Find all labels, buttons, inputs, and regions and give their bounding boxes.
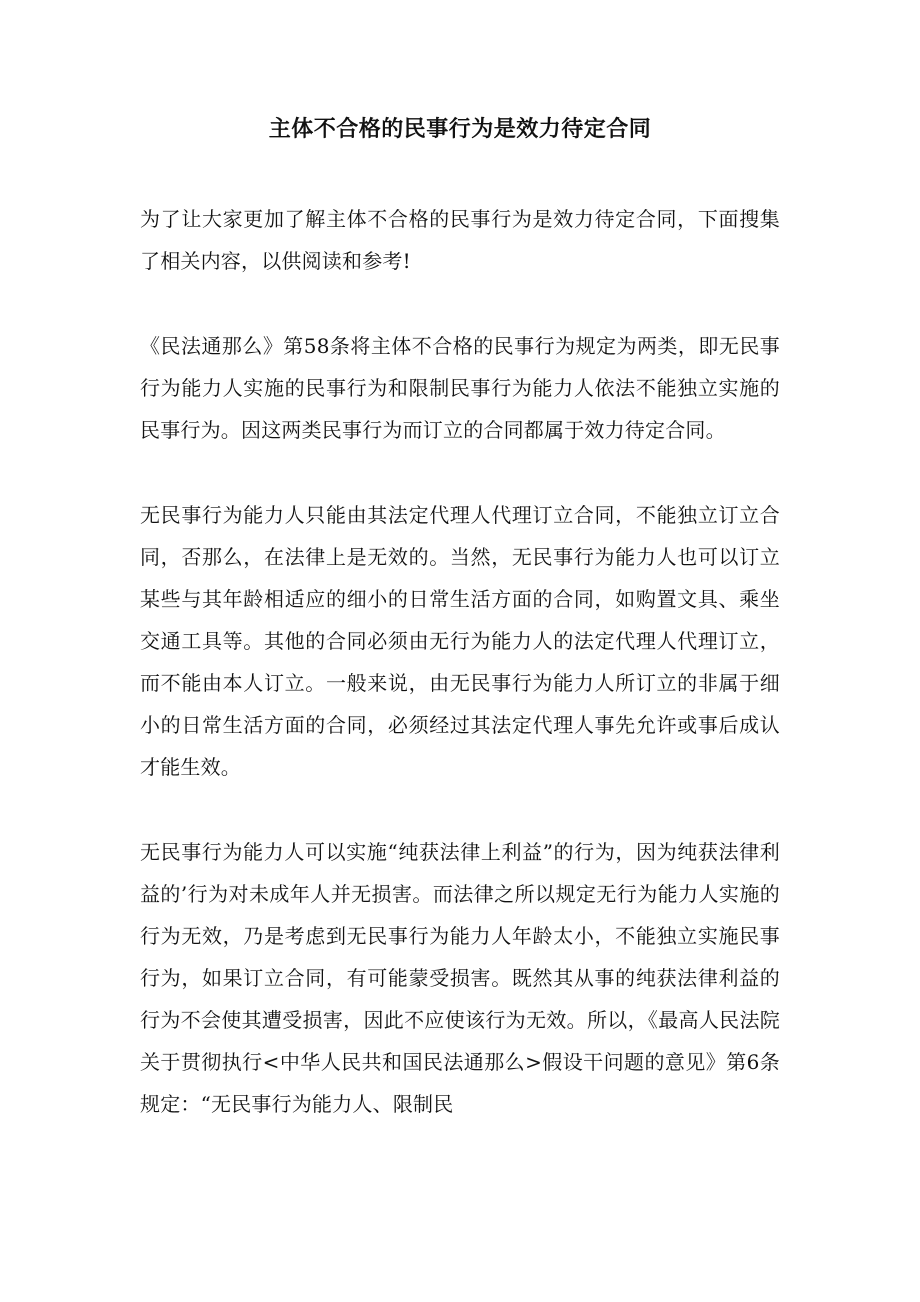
paragraph-legal-representative: 无民事行为能力人只能由其法定代理人代理订立合同，不能独立订立合同，否那么，在法律上是无效的。当然，无民事行为能力人也可以订立某些与其年龄相适应的细小的日常生活方面的合同，如购置文具、乘坐交通工具等。其他的合同必须由无行为能力人的法定代理人代理订立，而不能由本人订立。一般来说，由无民事行为能力人所订立的非属于细小的日常生活方面的合同，必须经过其法定代理人事先允许或事后成认才能生效。 [140,503,780,779]
document-title: 主体不合格的民事行为是效力待定合同 [268,116,652,142]
document-body [140,198,780,1168]
paragraph-pure-legal-benefit: 无民事行为能力人可以实施“纯获法律上利益”的行为，因为纯获法律利益的’行为对未成年人并无损害。而法律之所以规定无行为能力人实施的行为无效，乃是考虑到无民事行为能力人年龄太小，不能独立实施民事行为，如果订立合同，有可能蒙受损害。既然其从事的纯获法律利益的行为不会使其遭受损害，因此不应使该行为无效。所以，《最高人民法院关于贯彻执行<中华人民共和国民法通那么>假设干问题的意见》第6条规定：“无民事行为能力人、限制民 [140,840,780,1116]
paragraph-intro: 为了让大家更加了解主体不合格的民事行为是效力待定合同，下面搜集了相关内容，以供阅读和参考! [140,207,780,273]
paragraph-article-58: 《民法通那么》第58条将主体不合格的民事行为规定为两类，即无民事行为能力人实施的民事行为和限制民事行为能力人依法不能独立实施的民事行为。因这两类民事行为而订立的合同都属于效力待定合同。 [140,334,780,442]
